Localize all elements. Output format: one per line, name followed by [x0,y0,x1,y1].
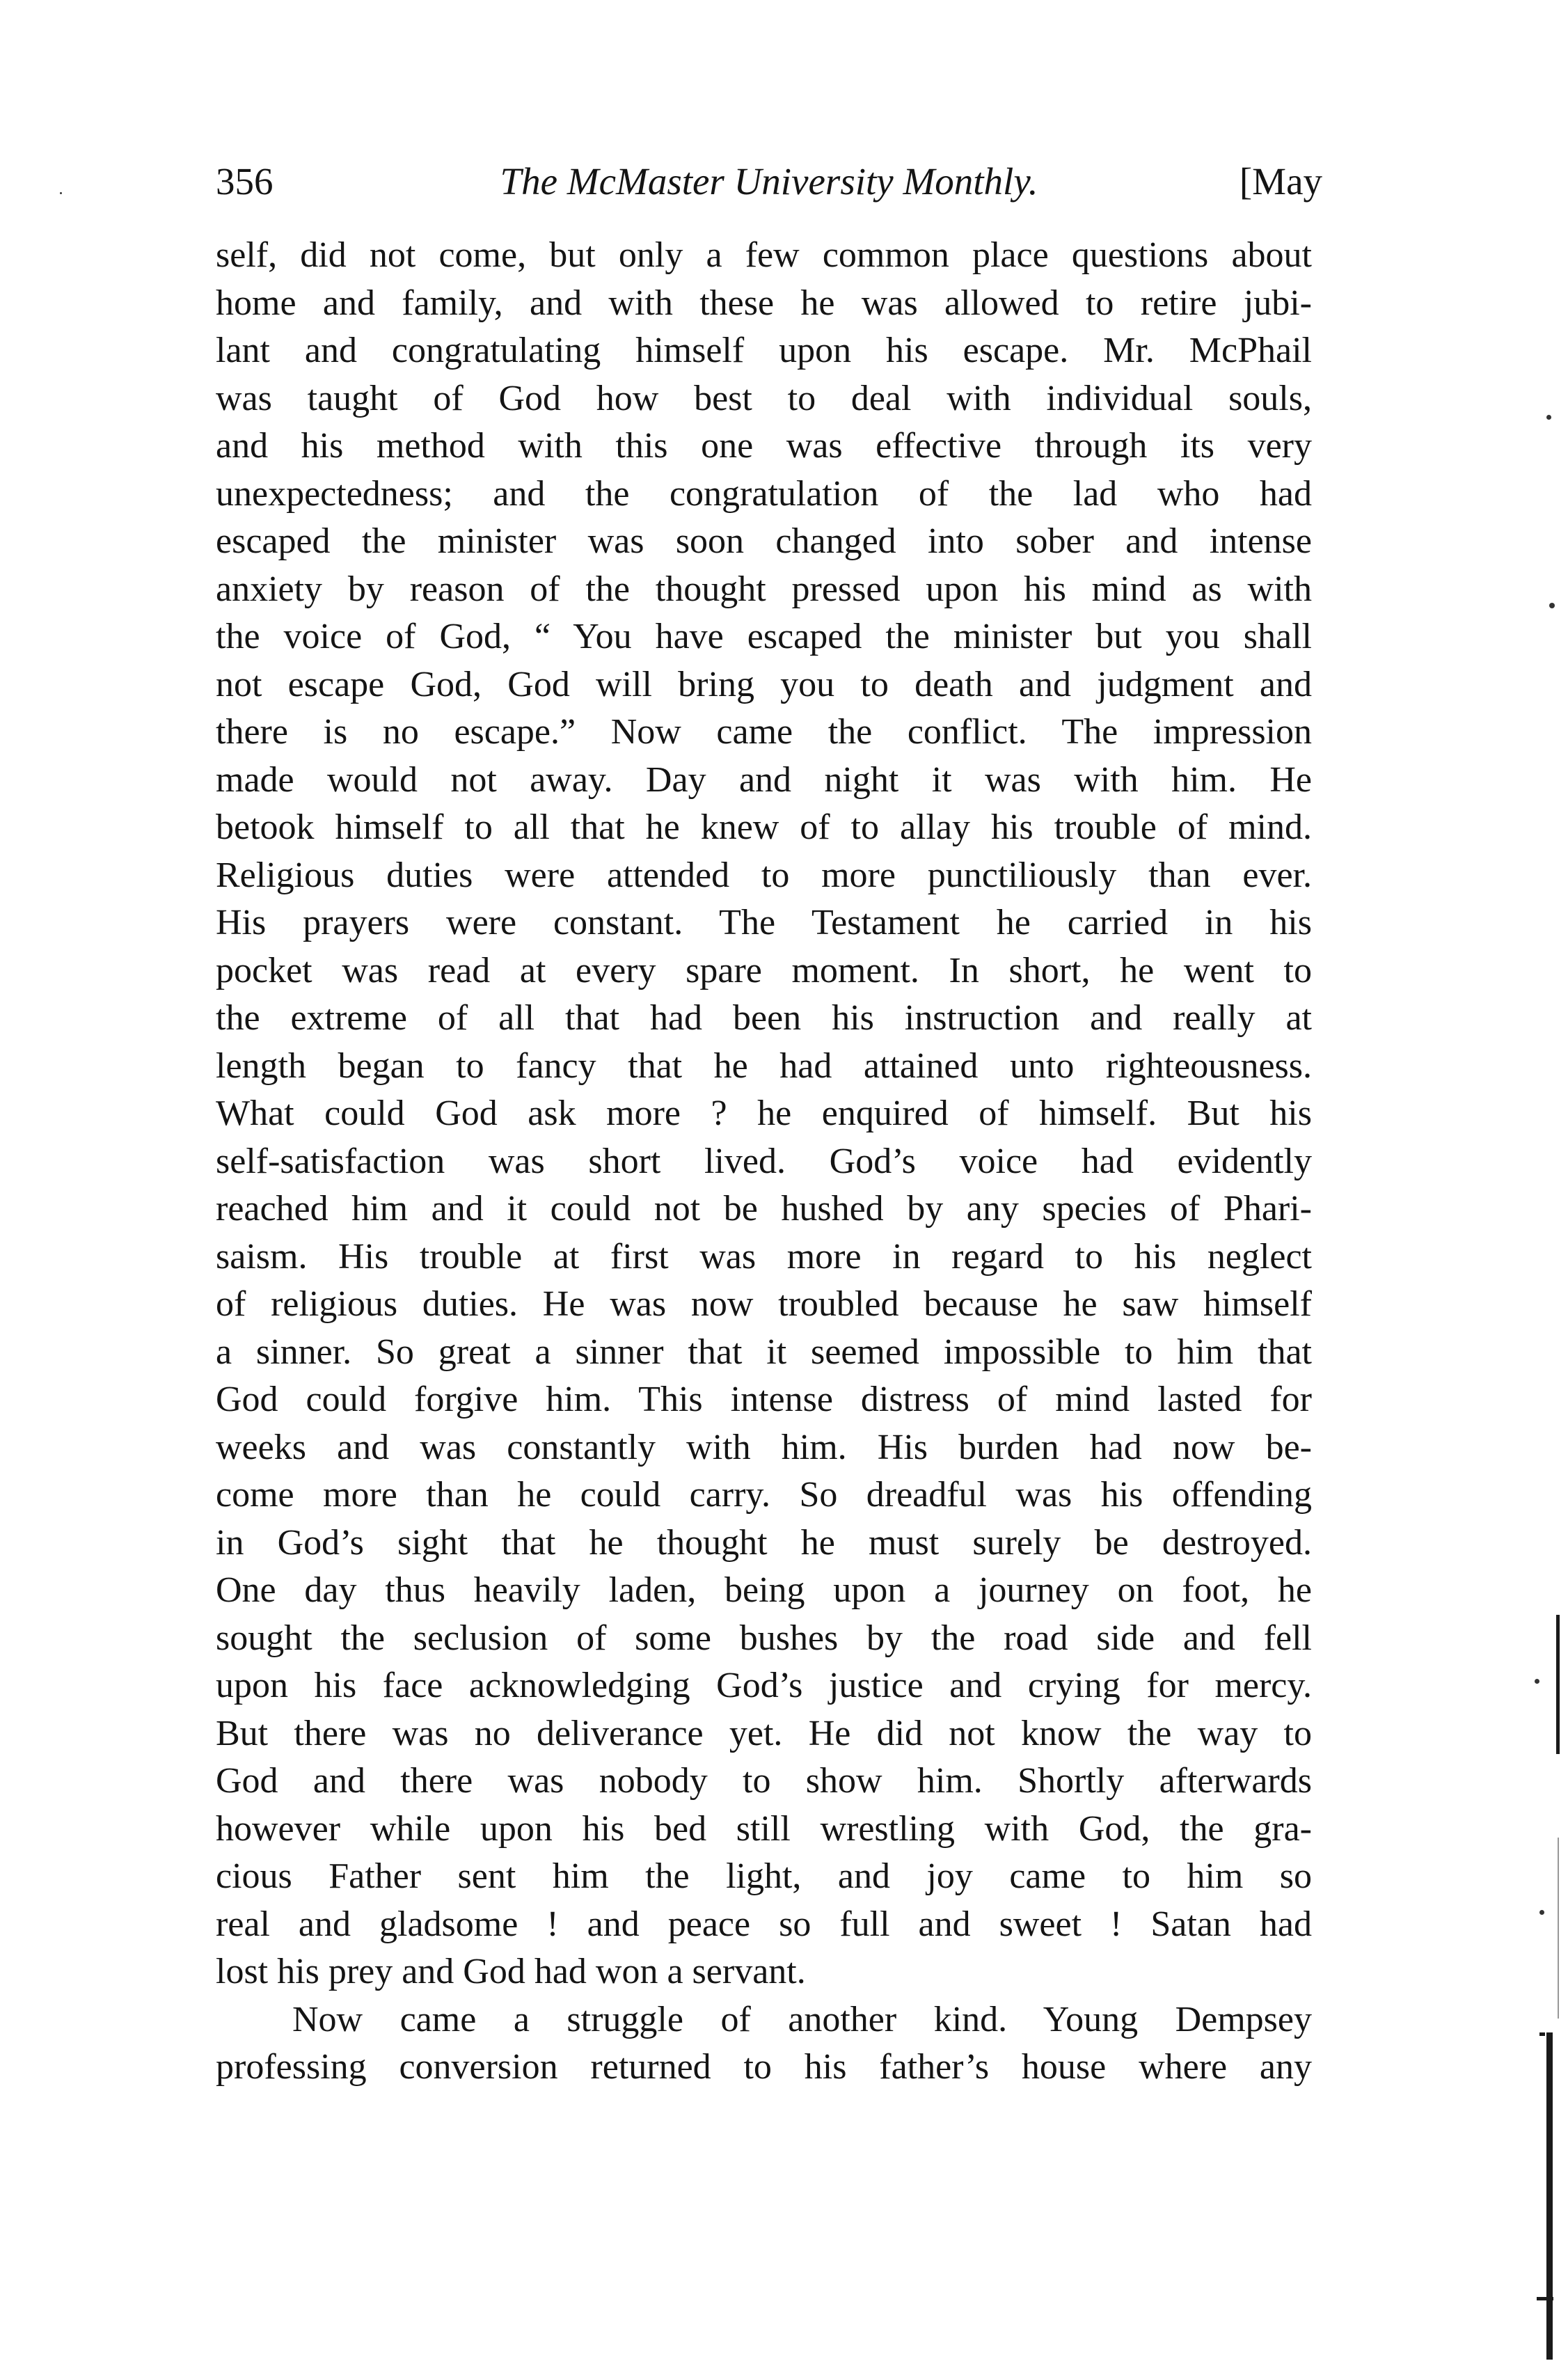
text-line: self-satisfaction was short lived. God’s voice had evidently [216,1141,1312,1181]
scan-edge-mark [1556,1615,1560,1754]
text-line: lant and congratulating himself upon his escape. Mr. McPhail [216,331,1312,370]
scan-edge-mark [1546,2032,1553,2360]
scan-speck [1535,1679,1539,1684]
paragraph-start-line: Now came a struggle of another kind. Young Dempsey [292,1999,1312,2039]
text-line: One day thus heavily laden, being upon a journey on foot, he [216,1570,1312,1610]
text-line: pocket was read at every spare moment. In short, he went to [216,950,1312,990]
text-line: home and family, and with these he was allowed to retire jubi- [216,283,1312,323]
text-line: weeks and was constantly with him. His burden had now be- [216,1427,1312,1467]
text-line: professing conversion returned to his father’s house where any [216,2047,1312,2087]
body-text [216,232,1312,2092]
text-line: come more than he could carry. So dreadful was his offending [216,1475,1312,1515]
scan-speck [1539,1910,1544,1915]
page-number: 356 [216,160,274,203]
text-line: God could forgive him. This intense distress of mind lasted for [216,1380,1312,1419]
scan-edge-mark [1537,2297,1553,2300]
text-line: upon his face acknowledging God’s justice and crying for mercy. [216,1666,1312,1705]
text-line: the extreme of all that had been his instruction and really at [216,998,1312,1038]
scan-speck [60,192,62,194]
text-line: and his method with this one was effective through its very [216,426,1312,466]
scan-edge-mark [1539,2032,1545,2036]
text-line: the voice of God, “ You have escaped the minister but you shall [216,617,1312,656]
text-line: there is no escape.” Now came the conflict. The impression [216,712,1312,752]
text-line: length began to fancy that he had attained unto righteousness. [216,1045,1312,1086]
scan-speck [1549,603,1555,608]
journal-title: The McMaster University Monthly. [500,160,1038,203]
text-line: What could God ask more ? he enquired of himself. But his [216,1093,1312,1133]
text-line: made would not away. Day and night it was with him. He [216,759,1312,800]
text-line: But there was no deliverance yet. He did not know the way to [216,1713,1312,1753]
text-line: His prayers were constant. The Testament he carried in his [216,903,1312,942]
scan-edge-mark [1558,1838,1559,2019]
text-line: real and gladsome ! and peace so full and sweet ! Satan had [216,1904,1312,1944]
text-line: however while upon his bed still wrestling with God, the gra- [216,1808,1312,1849]
running-head [216,157,1322,206]
text-line: reached him and it could not be hushed by any species of Phari- [216,1189,1312,1229]
text-line: was taught of God how best to deal with individual souls, [216,378,1312,418]
text-line: God and there was nobody to show him. Shortly afterwards [216,1761,1312,1801]
text-line: saism. His trouble at first was more in regard to his neglect [216,1236,1312,1277]
text-line: of religious duties. He was now troubled because he saw himself [216,1284,1312,1324]
text-line: unexpectedness; and the congratulation of the lad who had [216,473,1312,514]
text-line: anxiety by reason of the thought pressed upon his mind as with [216,569,1312,609]
text-line: self, did not come, but only a few common place questions about [216,235,1312,275]
text-line: cious Father sent him the light, and joy came to him so [216,1856,1312,1896]
paragraph-end-line: lost his prey and God had won a servant. [216,1952,806,1991]
section-mark: [May [1239,160,1322,203]
text-line: betook himself to all that he knew of to allay his trouble of mind. [216,807,1312,847]
text-line: not escape God, God will bring you to death and judgment and [216,664,1312,704]
text-line: Religious duties were attended to more punctiliously than ever. [216,855,1312,895]
scan-speck [1546,415,1551,420]
text-line: escaped the minister was soon changed into sober and intense [216,521,1312,561]
text-line: a sinner. So great a sinner that it seemed impossible to him that [216,1332,1312,1372]
text-line: sought the seclusion of some bushes by the road side and fell [216,1618,1312,1658]
text-line: in God’s sight that he thought he must surely be destroyed. [216,1522,1312,1563]
